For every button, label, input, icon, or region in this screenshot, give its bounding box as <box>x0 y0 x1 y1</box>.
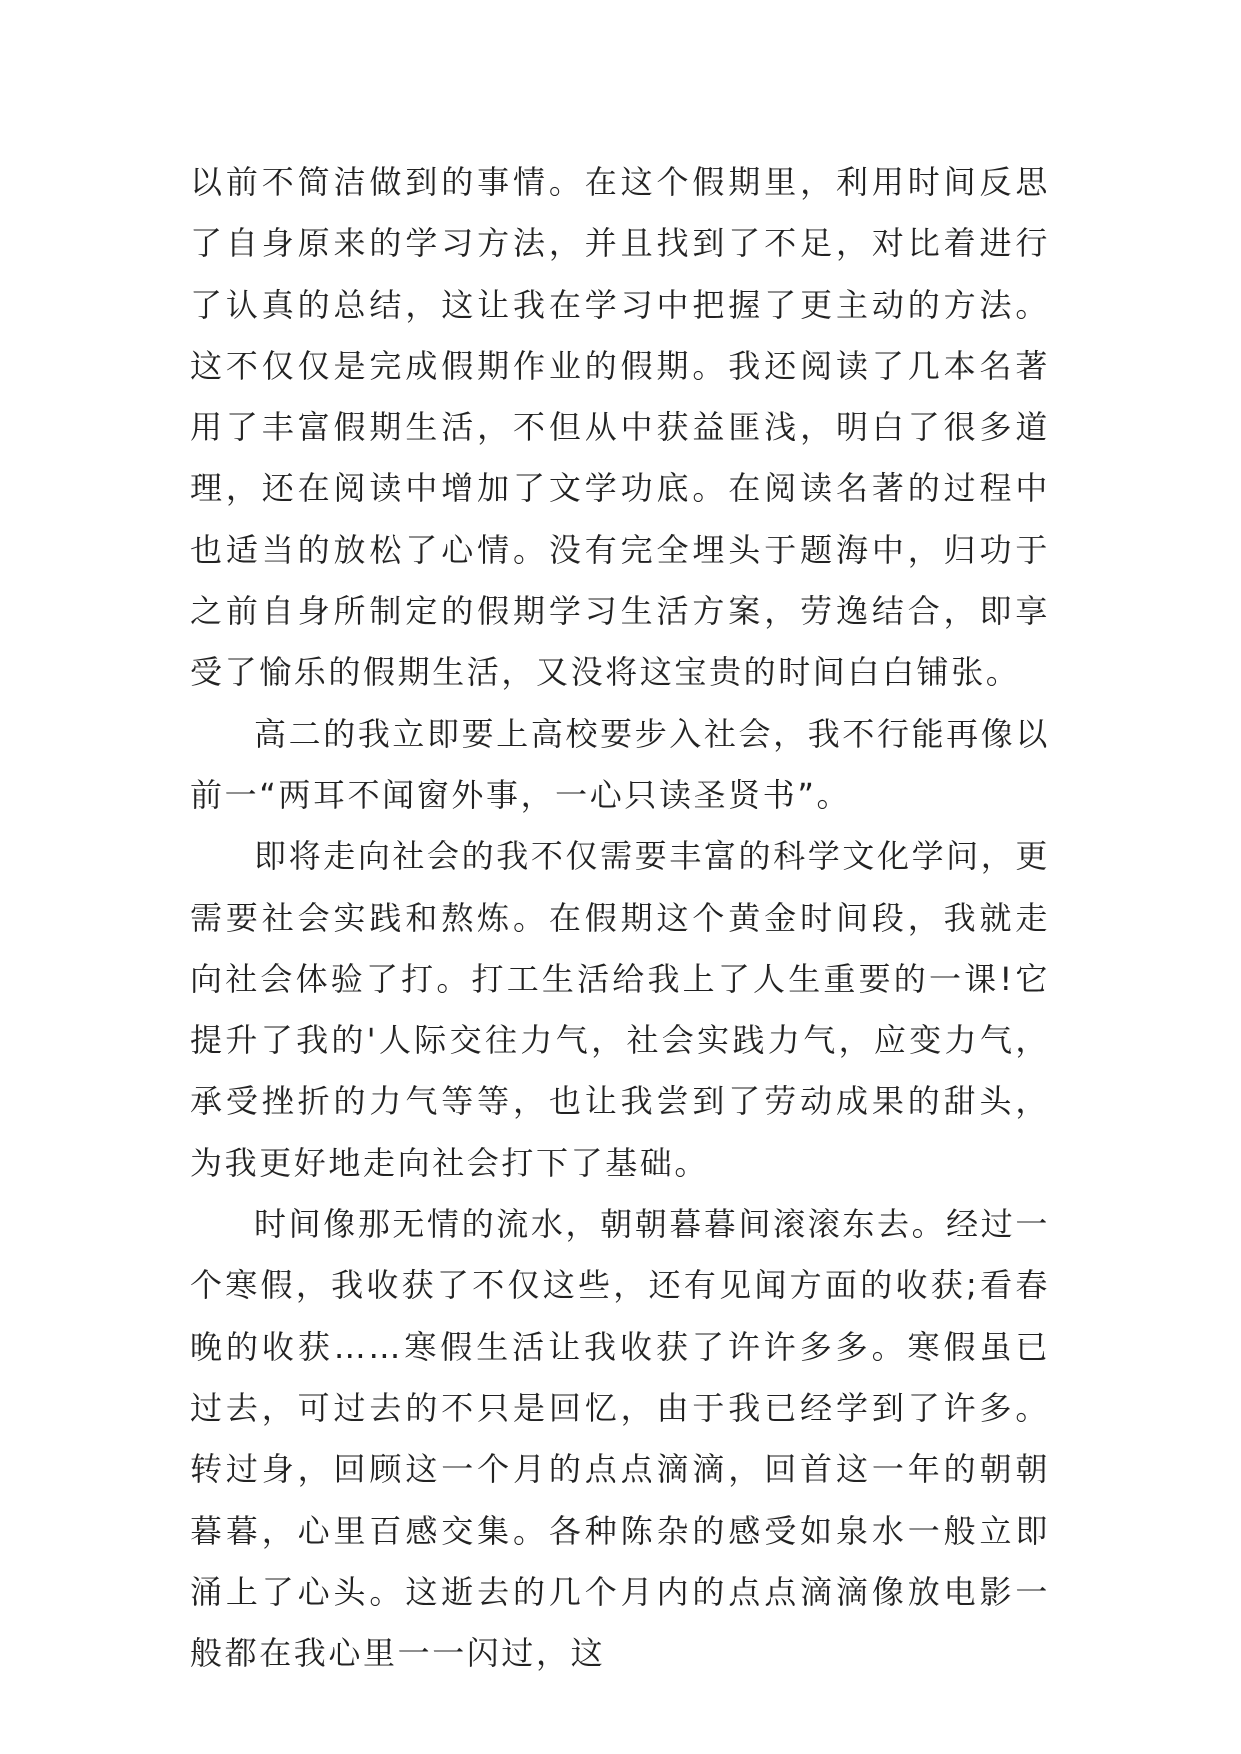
paragraph-3: 即将走向社会的我不仅需要丰富的科学文化学问，更需要社会实践和熬炼。在假期这个黄金时间段，我就走向社会体验了打。打工生活给我上了人生重要的一课!它提升了我的'人际交往力气，社会实践力气，应变力气，承受挫折的力气等等，也让我尝到了劳动成果的甜头，为我更好地走向社会打下了基础。 <box>190 837 1050 1182</box>
document-body <box>190 152 1050 1684</box>
paragraph-2: 高二的我立即要上高校要步入社会，我不行能再像以前一“两耳不闻窗外事，一心只读圣贤书”。 <box>190 714 1050 814</box>
paragraph-1: 以前不简洁做到的事情。在这个假期里，利用时间反思了自身原来的学习方法，并且找到了不足，对比着进行了认真的总结，这让我在学习中把握了更主动的方法。这不仅仅是完成假期作业的假期。我还阅读了几本名著用了丰富假期生活，不但从中获益匪浅，明白了很多道理，还在阅读中增加了文学功底。在阅读名著的过程中也适当的放松了心情。没有完全埋头于题海中，归功于之前自身所制定的假期学习生活方案，劳逸结合，即享受了愉乐的假期生活，又没将这宝贵的时间白白铺张。 <box>190 163 1050 692</box>
paragraph-4: 时间像那无情的流水，朝朝暮暮间滚滚东去。经过一个寒假，我收获了不仅这些，还有见闻方面的收获;看春晚的收获……寒假生活让我收获了许许多多。寒假虽已过去，可过去的不只是回忆，由于我已经学到了许多。转过身，回顾这一个月的点点滴滴，回首这一年的朝朝暮暮，心里百感交集。各种陈杂的感受如泉水一般立即涌上了心头。这逝去的几个月内的点点滴滴像放电影一般都在我心里一一闪过，这 <box>190 1205 1050 1673</box>
